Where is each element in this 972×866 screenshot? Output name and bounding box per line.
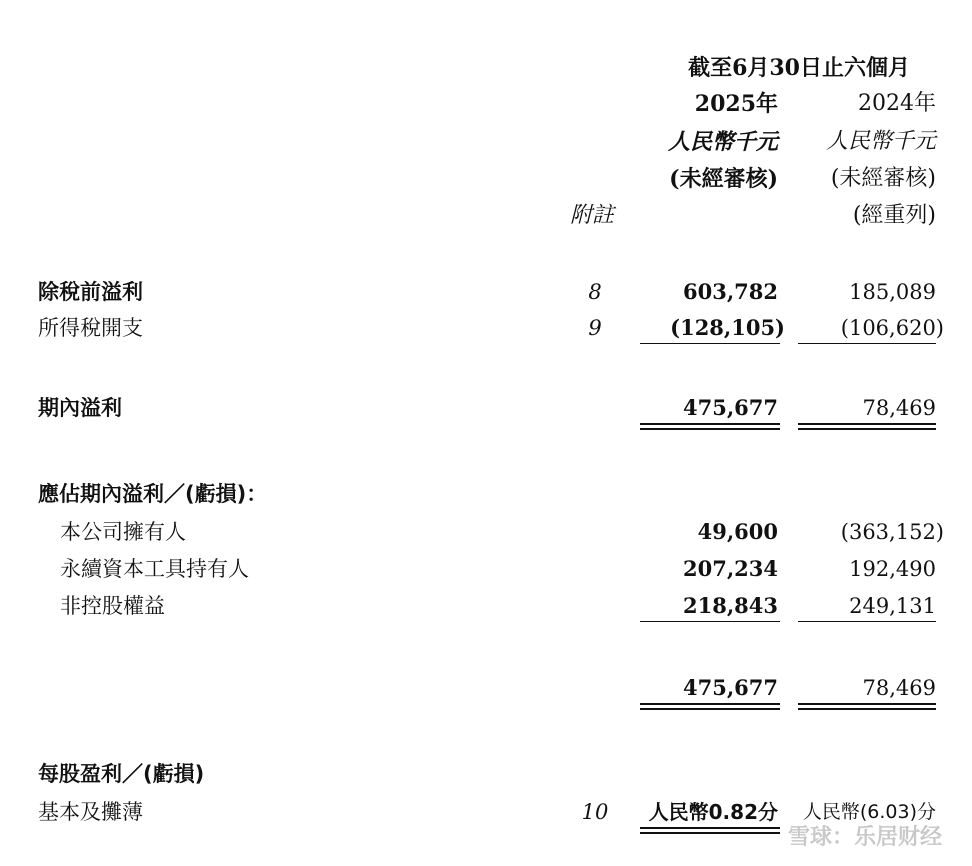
currency-2025-header: 人民幣千元	[667, 129, 778, 155]
total-double-rule-2024	[798, 703, 936, 710]
period-header: 截至6月30日止六個月	[688, 55, 910, 81]
nci-label: 非控股權益	[60, 594, 165, 618]
total-double-rule-2025	[640, 703, 780, 710]
eps-heading: 每股盈利／(虧損)	[38, 762, 205, 786]
eps-basic-2024: 人民幣(6.03)分	[802, 801, 936, 823]
profit-period-double-rule-2025	[640, 423, 780, 430]
nci-2024: 249,131	[849, 594, 936, 618]
profit-before-tax-2025: 603,782	[683, 279, 778, 304]
note-header: 附註	[570, 203, 615, 228]
owners-2024: (363,152)	[840, 520, 944, 544]
attributable-heading: 應佔期內溢利／(虧損)：	[38, 482, 268, 506]
income-tax-note: 9	[588, 316, 602, 340]
audit-2024-header: (未經審核)	[830, 166, 936, 191]
owners-label: 本公司擁有人	[60, 520, 186, 544]
year-2025-header: 2025年	[694, 91, 778, 117]
nci-2025: 218,843	[683, 593, 778, 618]
profit-before-tax-2024: 185,089	[849, 280, 936, 304]
perpetual-2024: 192,490	[849, 557, 936, 581]
income-tax-rule-2024	[798, 343, 936, 344]
profit-period-2025: 475,677	[683, 395, 778, 420]
watermark: 雪球：乐居财经	[787, 825, 942, 850]
year-2024-header: 2024年	[858, 91, 936, 116]
currency-2024-header: 人民幣千元	[825, 129, 936, 154]
income-tax-2025: (128,105)	[670, 315, 785, 340]
income-tax-rule-2025	[640, 343, 780, 344]
profit-period-label: 期內溢利	[38, 396, 122, 420]
owners-2025: 49,600	[697, 519, 778, 544]
income-tax-label: 所得稅開支	[38, 316, 143, 340]
nci-rule-2025	[640, 621, 780, 622]
perpetual-2025: 207,234	[683, 556, 778, 581]
profit-before-tax-label: 除稅前溢利	[38, 280, 143, 304]
profit-before-tax-note: 8	[588, 280, 602, 304]
eps-double-rule-2025	[640, 827, 780, 834]
total-2025: 475,677	[683, 675, 778, 700]
profit-period-double-rule-2024	[798, 423, 936, 430]
audit-2025-header: (未經審核)	[669, 166, 778, 192]
eps-basic-label: 基本及攤薄	[38, 800, 143, 824]
perpetual-label: 永續資本工具持有人	[60, 557, 249, 581]
income-tax-2024: (106,620)	[840, 316, 944, 340]
restated-2024-header: (經重列)	[852, 203, 936, 228]
eps-basic-note: 10	[581, 800, 609, 824]
profit-period-2024: 78,469	[862, 396, 936, 420]
eps-basic-2025: 人民幣0.82分	[648, 800, 778, 824]
nci-rule-2024	[798, 621, 936, 622]
total-2024: 78,469	[862, 676, 936, 700]
